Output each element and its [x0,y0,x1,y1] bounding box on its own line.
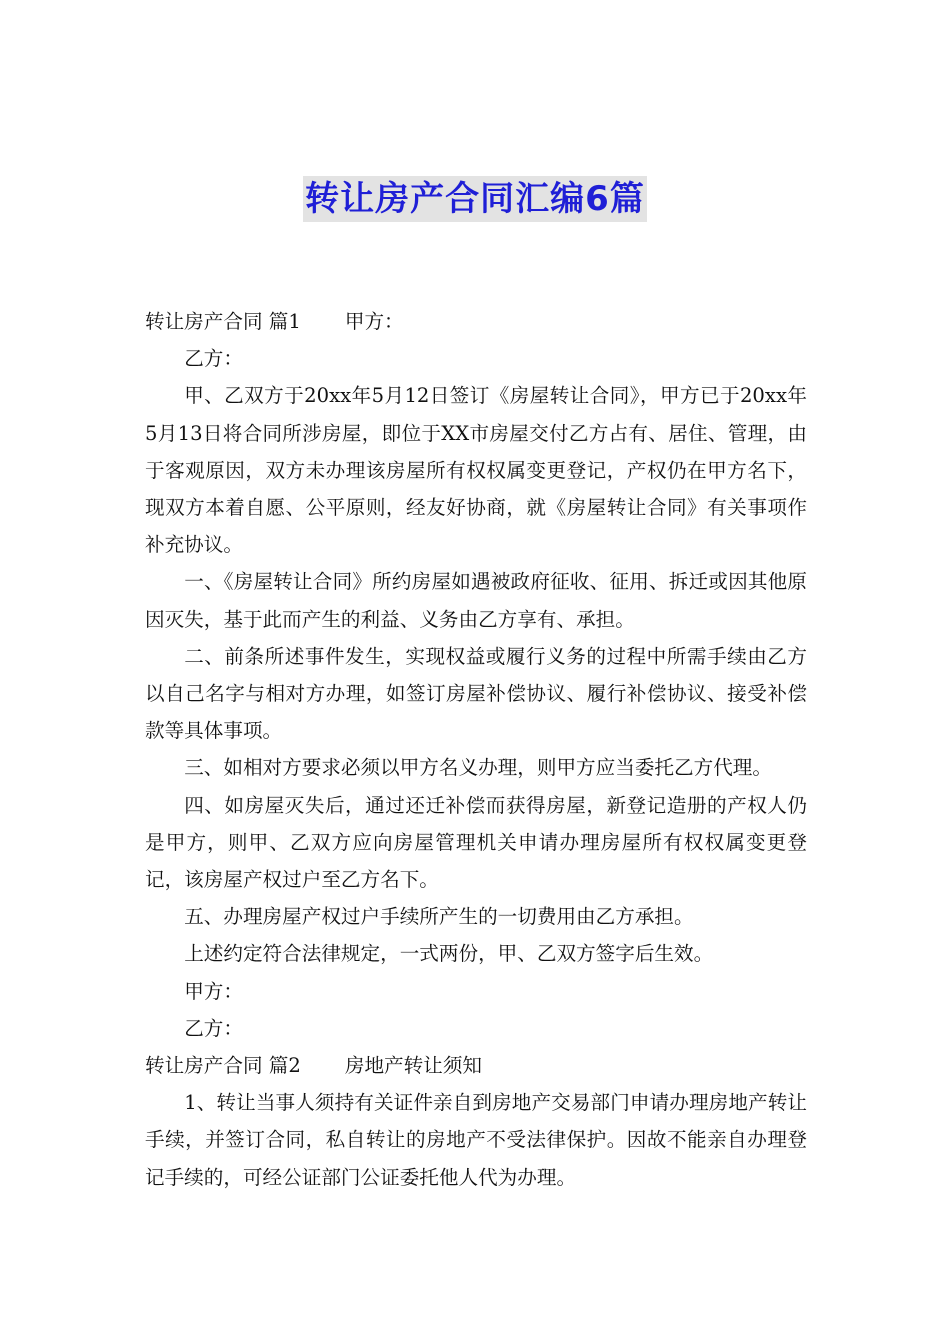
paragraph: 四、如房屋灭失后，通过还迁补偿而获得房屋，新登记造册的产权人仍是甲方，则甲、乙双方应向房屋管理机关申请办理房屋所有权权属变更登记，该房屋产权过户至乙方名下。 [145,793,807,892]
section-heading: 转让房产合同 篇1 [145,310,301,333]
document-body [145,303,807,1196]
paragraph: 甲、乙双方于20xx年5月12日签订《房屋转让合同》，甲方已于20xx年5月13日将合同所涉房屋，即位于XX市房屋交付乙方占有、居住、管理，由于客观原因，双方未办理该房屋所有权权属变更登记，产权仍在甲方名下，现双方本着自愿、公平原则，经友好协商，就《房屋转让合同》有关事项作补充协议。 [145,384,807,557]
title-area [0,176,950,222]
paragraph: 五、办理房屋产权过户手续所产生的一切费用由乙方承担。 [184,905,694,929]
signature-line-party-a: 甲方： [184,979,243,1003]
paragraph: 三、如相对方要求必须以甲方名义办理，则甲方应当委托乙方代理。 [184,756,772,780]
section-heading-paragraph [145,1047,807,1084]
paragraph: 乙方： [184,347,243,371]
paragraph-text: 房地产转让须知 [344,1054,483,1078]
paragraph: 1、转让当事人须持有关证件亲自到房地产交易部门申请办理房地产转让手续，并签订合同，私自转让的房地产不受法律保护。因故不能亲自办理登记手续的，可经公证部门公证委托他人代为办理。 [145,1091,807,1189]
signature-line-party-b: 乙方： [184,1016,243,1040]
document-title: 转让房产合同汇编6篇 [303,176,647,222]
paragraph: 二、前条所述事件发生，实现权益或履行义务的过程中所需手续由乙方以自己名字与相对方办理，如签订房屋补偿协议、履行补偿协议、接受补偿款等具体事项。 [145,644,807,743]
section-heading: 转让房产合同 篇2 [145,1054,301,1078]
section-heading-paragraph [145,303,807,340]
paragraph-text: 甲方： [344,310,404,333]
paragraph: 一、《房屋转让合同》所约房屋如遇被政府征收、征用、拆迁或因其他原因灭失，基于此而产生的利益、义务由乙方享有、承担。 [145,570,807,631]
paragraph: 上述约定符合法律规定，一式两份，甲、乙双方签字后生效。 [184,942,714,966]
